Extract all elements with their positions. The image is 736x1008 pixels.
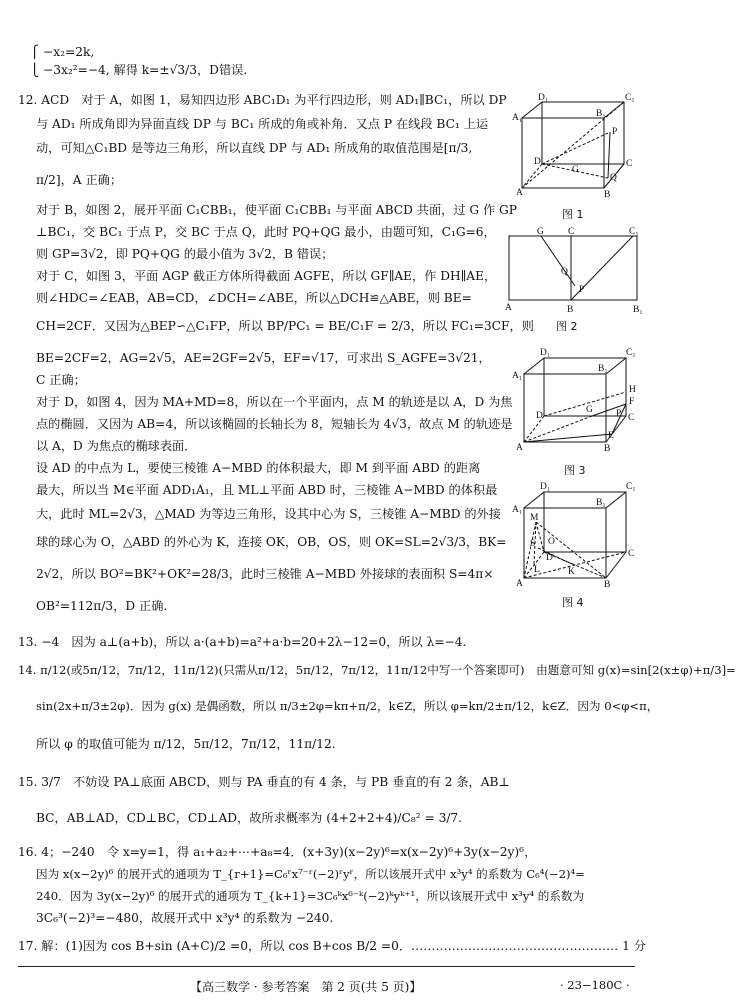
fig-label: E [608, 431, 614, 441]
text-line: CH=2CF．又因为△BEP∽△C₁FP，所以 BP/PC₁ = BE/C₁F = 2/3，所以 FC₁=3CF，则 [36, 319, 534, 333]
text-line: 则∠HDC=∠EAB，AB=CD，∠DCH=∠ABE，所以△DCH≌△ABE，则 BE= [36, 291, 472, 305]
fig-label: B [604, 190, 611, 200]
fig-label: G [572, 165, 579, 175]
text-line: BE=2CF=2，AG=2√5，AE=2GF=2√5，EF=√17，可求出 S_AGFE=3√21， [36, 351, 491, 365]
fig-label: P [612, 127, 618, 137]
footer-right: · 23−180C · [560, 978, 630, 992]
text-line: 3C₆³(−2)³=−480，故展开式中 x³y⁴ 的系数为 −240. [36, 911, 334, 925]
text-line: 则 GP=3√2，即 PQ+QG 的最小值为 3√2，B 错误； [36, 247, 334, 261]
text-line: 15. 3/7 不妨设 PA⊥底面 ABCD，则与 PA 垂直的有 4 条，与 PB 垂直的有 2 条，AB⊥ [18, 775, 510, 789]
figure-4 [512, 480, 640, 588]
figure-caption: 图 2 [556, 320, 578, 333]
fig-label: B₁ [596, 109, 606, 119]
text-line: 对于 C，如图 3，平面 AGP 截正方体所得截面 AGFE，所以 GF∥AE，作 DH∥AE， [36, 269, 497, 283]
fig-label: G [586, 405, 593, 415]
text-line: π/2]，A 正确； [36, 173, 123, 187]
fig-label: M [530, 513, 539, 523]
fig-label: P [616, 409, 622, 419]
fig-label: Q [610, 173, 617, 183]
fig-label: B [567, 305, 574, 315]
text-line: BC，AB⊥AD，CD⊥BC，CD⊥AD，故所求概率为 (4+2+2+4)/C₈² = 3/7. [36, 811, 463, 825]
text-line: C 正确； [36, 373, 86, 387]
footer-divider [18, 966, 635, 967]
fig-label: K [568, 567, 575, 577]
fig-label: C [626, 159, 633, 169]
fig-label: O [548, 537, 555, 547]
fig-label: A₁ [512, 371, 523, 381]
fig-label: Q [561, 267, 568, 277]
fig-label: D₁ [538, 93, 549, 103]
figure-caption: 图 4 [562, 596, 584, 609]
text-line: 240．因为 3y(x−2y)⁶ 的展开式的通项为 T_{k+1}=3C₆ᵏx⁶⁻ᵏ(−2)ᵏyᵏ⁺¹，所以该展开式中 x³y⁴ 的系数为 [36, 889, 585, 903]
fig-label: C [628, 549, 635, 559]
fig-label: B [604, 580, 611, 590]
fig-label: P [579, 285, 585, 295]
text-line: 点的椭圆．又因为 AB=4，所以该椭圆的长轴长为 8，短轴长为 4√3，故点 M 的轨迹是 [36, 417, 513, 431]
fig-label: D [536, 411, 543, 421]
fig-label: A [505, 303, 512, 313]
fig-label: D [534, 157, 541, 167]
text-line: ⎩ −3x₂²=−4, 解得 k=±√3/3，D错误. [30, 63, 248, 77]
figure-1 [512, 92, 640, 198]
text-line: 大，此时 ML=2√3，△MAD 为等边三角形，设其中心为 S，三棱锥 A−MBD 的外接 [36, 507, 501, 521]
fig-label: C [628, 413, 635, 423]
text-line: ⊥BC₁，交 BC₁ 于点 P，交 BC 于点 Q，此时 PQ+QG 最小，由题可知，C₁G=6， [36, 225, 496, 239]
fig-label: B₁ [596, 498, 606, 508]
figure-3 [512, 346, 640, 452]
fig-label: D₁ [540, 348, 551, 358]
fig-label: A₁ [512, 505, 523, 515]
fig-label: L [534, 565, 540, 575]
fig-label: C₁ [625, 93, 635, 103]
text-line: 动，可知△C₁BD 是等边三角形，所以直线 DP 与 AD₁ 所成角的取值范围是[π/3, [36, 141, 473, 155]
text-line: 最大，所以当 M∈平面 ADD₁A₁，且 ML⊥平面 ABD 时，三棱锥 A−MBD 的体积最 [36, 483, 498, 497]
text-line: 对于 D，如图 4，因为 MA+MD=8，所以在一个平面内，点 M 的轨迹是以 A，D 为焦 [36, 395, 513, 409]
text-line: 球的球心为 O，△ABD 的外心为 K，连接 OK，OB，OS，则 OK=SL=2√3/3，BK= [36, 535, 507, 549]
fig-label: A [516, 188, 523, 198]
figure-caption: 图 3 [564, 464, 586, 477]
fig-label: D [546, 553, 553, 563]
text-line: 17. 解：(1)因为 cos B+sin (A+C)/2 =0，所以 cos B+cos B/2 =0．…………………………………………… 1 分 [18, 939, 646, 953]
fig-label: C₁ [626, 482, 636, 492]
fig-label: B₁ [633, 305, 643, 315]
figure-2 [505, 226, 645, 316]
fig-label: F [629, 397, 635, 407]
text-line: 13. −4 因为 a⊥(a+b)，所以 a·(a+b)=a²+a·b=20+2λ−12=0，所以 λ=−4. [18, 635, 467, 649]
fig-label: S [530, 539, 536, 549]
fig-label: C [568, 227, 575, 237]
text-line: 12. ACD 对于 A，如图 1，易知四边形 ABC₁D₁ 为平行四边形，则 AD₁∥BC₁，所以 DP [18, 93, 507, 107]
text-line: OB²=112π/3，D 正确. [36, 599, 168, 613]
text-line: 与 AD₁ 所成角即为异面直线 DP 与 BC₁ 所成的角或补角．又点 P 在线段 BC₁ 上运 [36, 117, 489, 131]
fig-label: G [537, 227, 544, 237]
text-line: 所以 φ 的取值可能为 π/12，5π/12，7π/12，11π/12. [36, 737, 336, 751]
fig-label: A [516, 443, 523, 453]
text-line: sin(2x+π/3±2φ)．因为 g(x) 是偶函数，所以 π/3±2φ=kπ+π/2，k∈Z，所以 φ=kπ/2±π/12，k∈Z．因为 0<φ<π， [36, 699, 659, 713]
text-line: ⎧ −x₂=2k, [30, 45, 95, 59]
fig-label: B [604, 444, 611, 454]
fig-label: B₁ [598, 364, 608, 374]
fig-label: H [629, 385, 636, 395]
fig-label: C₁ [629, 227, 639, 237]
footer-center: 【高三数学 · 参考答案 第 2 页(共 5 页)】 [190, 980, 422, 994]
text-line: 2√2，所以 BO²=BK²+OK²=28/3，此时三棱锥 A−MBD 外接球的表面积 S=4π× [36, 567, 494, 581]
fig-label: A₁ [512, 113, 523, 123]
text-line: 14. π/12(或5π/12，7π/12，11π/12)(只需从π/12，5π/12，7π/12，11π/12中写一个答案即可) 由题意可知 g(x)=sin[2(x±φ)+π/3]= [18, 663, 736, 677]
fig-label: C₁ [626, 348, 636, 358]
text-line: 设 AD 的中点为 L，要使三棱锥 A−MBD 的体积最大，即 M 到平面 ABD 的距离 [36, 461, 481, 475]
figure-caption: 图 1 [562, 208, 584, 221]
text-line: 16. 4；−240 令 x=y=1，得 a₁+a₂+⋯+a₈=4．(x+3y)(x−2y)⁶=x(x−2y)⁶+3y(x−2y)⁶， [18, 845, 537, 859]
text-line: 因为 x(x−2y)⁶ 的展开式的通项为 T_{r+1}=C₆ʳx⁷⁻ʳ(−2)ʳyʳ，所以该展开式中 x³y⁴ 的系数为 C₆⁴(−2)⁴= [36, 867, 585, 881]
text-line: 对于 B，如图 2，展开平面 C₁CBB₁，使平面 C₁CBB₁ 与平面 ABCD 共面，过 G 作 GP [36, 203, 517, 217]
fig-label: A [516, 579, 523, 589]
text-line: 以 A，D 为焦点的椭球表面． [36, 439, 197, 453]
fig-label: D₁ [540, 482, 551, 492]
